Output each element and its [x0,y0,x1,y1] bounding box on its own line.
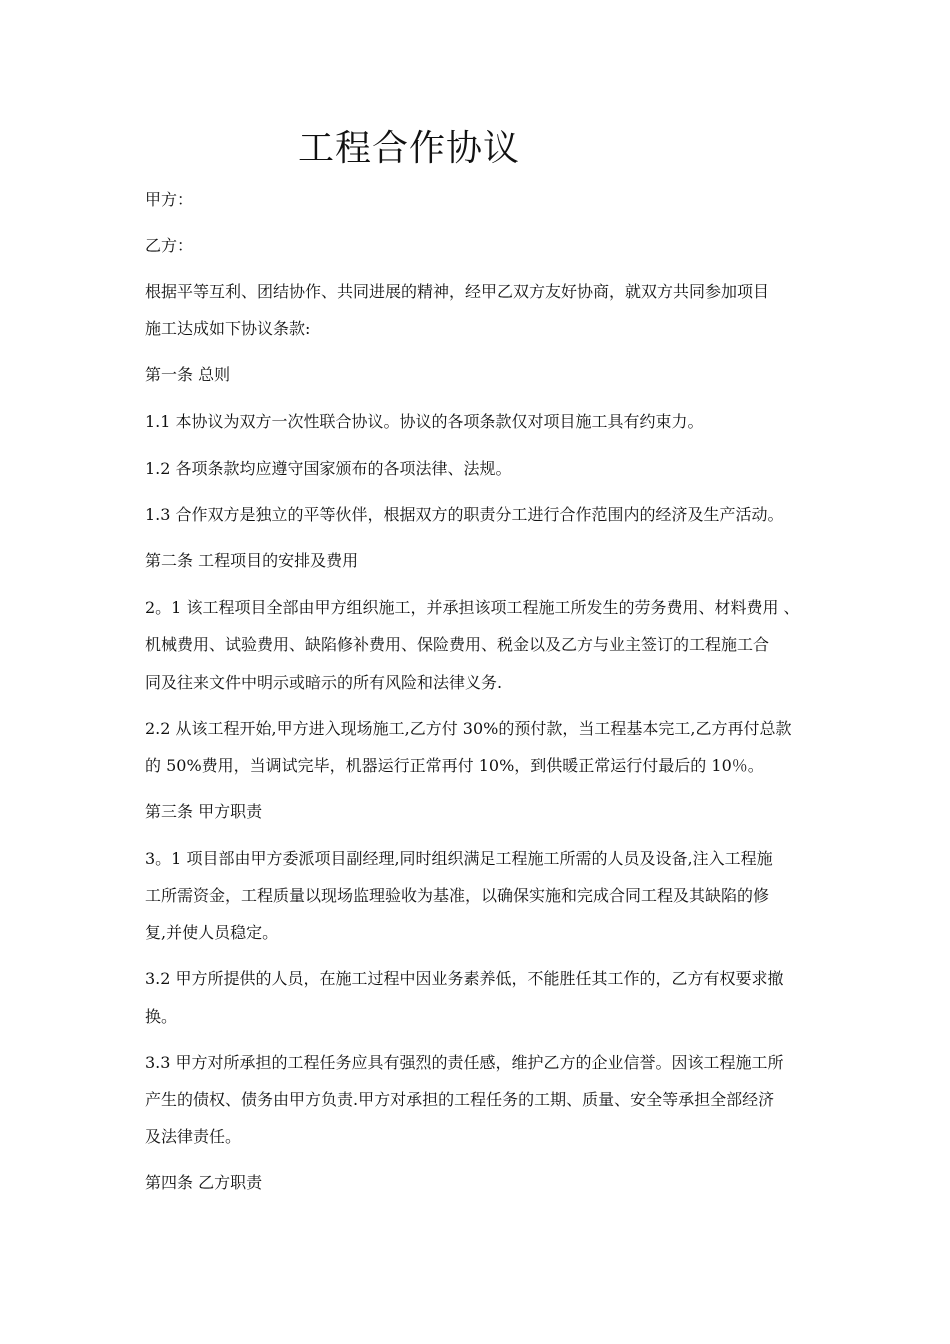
clause-2-2-line-1: 2.2 从该工程开始,甲方进入现场施工,乙方付 30%的预付款，当工程基本完工,乙方再付总款 [145,719,792,738]
clause-3-3-line-2: 产生的债权、债务由甲方负责.甲方对承担的工程任务的工期、质量、安全等承担全部经济 [145,1090,775,1109]
clause-1-2: 1.2 各项条款均应遵守国家颁布的各项法律、法规。 [145,459,512,478]
clause-1-3: 1.3 合作双方是独立的平等伙伴，根据双方的职责分工进行合作范围内的经济及生产活动。 [145,505,784,524]
clause-3-1-line-1: 3。1 项目部由甲方委派项目副经理,同时组织满足工程施工所需的人员及设备,注入工程施 [145,849,773,868]
clause-3-3-line-1: 3.3 甲方对所承担的工程任务应具有强烈的责任感，维护乙方的企业信誉。因该工程施工所 [145,1053,784,1072]
clause-3-1-line-2: 工所需资金，工程质量以现场监理验收为基准，以确保实施和完成合同工程及其缺陷的修 [145,886,770,905]
article-4-heading: 第四条 乙方职责 [145,1173,263,1192]
clause-2-2-line-2: 的 50%费用，当调试完毕，机器运行正常再付 10%，到供暖正常运行付最后的 10％。 [145,756,764,775]
clause-3-2-line-1: 3.2 甲方所提供的人员，在施工过程中因业务素养低，不能胜任其工作的，乙方有权要求撤 [145,969,784,988]
party-b-label: 乙方： [145,236,194,255]
intro-line-2: 施工达成如下协议条款: [145,319,311,338]
clause-2-1-line-3: 同及往来文件中明示或暗示的所有风险和法律义务. [145,673,503,692]
intro-line-1: 根据平等互利、团结协作、共同进展的精神，经甲乙双方友好协商，就双方共同参加项目 [145,282,770,301]
article-1-heading: 第一条 总则 [145,365,231,384]
clause-3-1-line-3: 复,并使人员稳定。 [145,923,279,942]
article-3-heading: 第三条 甲方职责 [145,802,263,821]
party-a-label: 甲方： [145,190,194,209]
clause-1-1: 1.1 本协议为双方一次性联合协议。协议的各项条款仅对项目施工具有约束力。 [145,412,704,431]
article-2-heading: 第二条 工程项目的安排及费用 [145,551,359,570]
clause-3-3-line-3: 及法律责任。 [145,1127,242,1146]
clause-2-1-line-1: 2。1 该工程项目全部由甲方组织施工，并承担该项工程施工所发生的劳务费用、材料费用 、 [145,598,800,617]
document-title: 工程合作协议 [298,128,521,169]
clause-2-1-line-2: 机械费用、试验费用、缺陷修补费用、保险费用、税金以及乙方与业主签订的工程施工合 [145,635,770,654]
clause-3-2-line-2: 换。 [145,1007,178,1026]
